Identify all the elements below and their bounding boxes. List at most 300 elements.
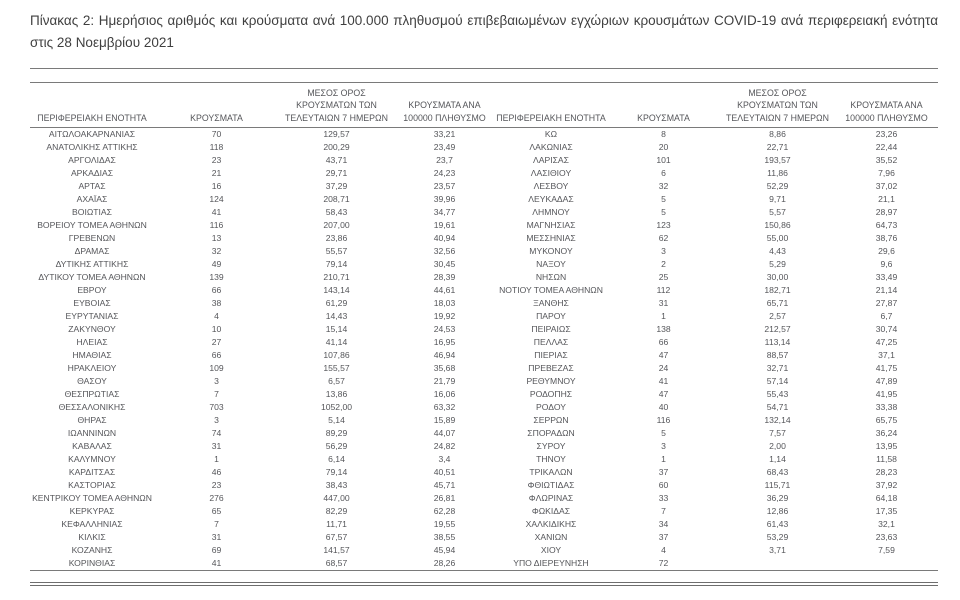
table-cell: 15,89 <box>433 415 456 426</box>
table-cell: 129,57 <box>323 129 350 140</box>
table-cell: 47,25 <box>875 337 898 348</box>
table-cell: ΗΡΑΚΛΕΙΟΥ <box>67 363 117 374</box>
table-cell: 20 <box>658 142 669 153</box>
table-cell: ΔΥΤΙΚΟΥ ΤΟΜΕΑ ΑΘΗΝΩΝ <box>38 272 146 283</box>
table-cell: 21,14 <box>875 285 898 296</box>
table-cell: 62,28 <box>433 506 456 517</box>
table-cell: 11,86 <box>767 168 788 179</box>
table-cell: 132,14 <box>764 415 791 426</box>
table-cell: 66 <box>211 285 222 296</box>
table-cell: 23,63 <box>875 532 898 543</box>
table-cell: 57,14 <box>766 376 789 387</box>
table-cell: 34 <box>658 519 669 530</box>
title-divider-line <box>30 68 938 69</box>
table-cell: 64,73 <box>875 220 898 231</box>
table-cell: ΘΕΣΠΡΩΤΙΑΣ <box>64 389 120 400</box>
table-cell: ΠΕΛΛΑΣ <box>533 337 569 348</box>
table-row <box>30 362 938 375</box>
table-row <box>30 141 938 154</box>
table-cell: 212,57 <box>764 324 791 335</box>
table-cell: 24,23 <box>433 168 456 179</box>
table-row <box>30 154 938 167</box>
table-cell: 6,57 <box>328 376 345 387</box>
table-cell <box>835 557 938 571</box>
table-cell: 62 <box>658 233 669 244</box>
table-cell: 22,71 <box>766 142 789 153</box>
column-header-cases-right: ΚΡΟΥΣΜΑΤΑ <box>607 85 720 127</box>
table-cell: 1,14 <box>769 454 786 465</box>
table-cell: 34,77 <box>433 207 456 218</box>
table-cell: 33,38 <box>875 402 898 413</box>
table-cell: 115,71 <box>764 480 791 491</box>
table-cell: 72 <box>607 557 720 571</box>
table-cell: 30,45 <box>433 259 456 270</box>
table-cell: ΙΩΑΝΝΙΝΩΝ <box>67 428 117 439</box>
table-cell: 276 <box>209 493 224 504</box>
table-row <box>30 167 938 180</box>
table-cell: 32,1 <box>878 519 895 530</box>
table-cell: 16 <box>211 181 222 192</box>
table-cell: 4 <box>661 545 666 556</box>
table-cell: 109 <box>209 363 224 374</box>
table-cell: 56,29 <box>325 441 348 452</box>
table-cell: ΒΟΡΕΙΟΥ ΤΟΜΕΑ ΑΘΗΝΩΝ <box>37 220 147 231</box>
table-cell: ΚΑΣΤΟΡΙΑΣ <box>68 480 116 491</box>
table-cell: ΠΕΙΡΑΙΩΣ <box>531 324 571 335</box>
table-body <box>30 128 938 571</box>
table-cell: 29,71 <box>325 168 348 179</box>
table-cell: 54,71 <box>766 402 789 413</box>
table-cell: 182,71 <box>764 285 791 296</box>
table-cell: ΣΠΟΡΑΔΩΝ <box>527 428 575 439</box>
table-cell: ΦΩΚΙΔΑΣ <box>531 506 571 517</box>
table-cell: 40,51 <box>433 467 456 478</box>
table-cell: ΠΙΕΡΙΑΣ <box>534 350 568 361</box>
table-cell: 55,43 <box>766 389 789 400</box>
table-cell: ΑΧΑΪΑΣ <box>76 194 108 205</box>
table-cell: 37,29 <box>325 181 348 192</box>
table-row <box>30 440 938 453</box>
column-header-cases-left: ΚΡΟΥΣΜΑΤΑ <box>154 85 279 127</box>
table-cell: 13,95 <box>875 441 898 452</box>
table-cell: ΣΥΡΟΥ <box>536 441 566 452</box>
table-cell: 11,58 <box>876 454 897 465</box>
table-cell: 28,39 <box>433 272 456 283</box>
table-cell: ΜΑΓΝΗΣΙΑΣ <box>526 220 576 231</box>
table-cell: 37 <box>658 467 669 478</box>
table-cell: 6 <box>661 168 666 179</box>
table-cell: 116 <box>209 220 224 231</box>
table-cell: 210,71 <box>323 272 350 283</box>
table-cell: 5,29 <box>769 259 786 270</box>
table-cell: 1 <box>214 454 219 465</box>
table-cell: 32,56 <box>433 246 456 257</box>
table-cell: 49 <box>211 259 222 270</box>
table-cell: 7,57 <box>769 428 786 439</box>
table-cell: 44,61 <box>433 285 456 296</box>
table-row <box>30 375 938 388</box>
table-cell: 7 <box>214 389 219 400</box>
table-cell: 23,26 <box>875 129 898 140</box>
table-cell: 5,57 <box>769 207 786 218</box>
table-cell: 32,71 <box>766 363 789 374</box>
column-header-avg7-right: ΜΕΣΟΣ ΟΡΟΣ ΚΡΟΥΣΜΑΤΩΝ ΤΩΝ ΤΕΛΕΥΤΑΙΩΝ 7 ΗΜΕΡΩΝ <box>720 85 835 127</box>
table-cell: 65,75 <box>875 415 898 426</box>
table-top-border <box>30 82 938 83</box>
table-cell: 703 <box>209 402 224 413</box>
table-cell: 35,52 <box>875 155 898 166</box>
table-cell: 24 <box>658 363 669 374</box>
table-cell: 21 <box>211 168 222 179</box>
table-row <box>30 427 938 440</box>
table-cell: 3 <box>214 415 219 426</box>
table-cell: 1 <box>661 311 666 322</box>
table-cell: 207,00 <box>323 220 350 231</box>
table-cell: 138 <box>656 324 671 335</box>
table-cell: ΜΕΣΣΗΝΙΑΣ <box>526 233 576 244</box>
table-cell: ΕΒΡΟΥ <box>77 285 107 296</box>
table-cell: 23,49 <box>433 142 456 153</box>
table-cell: 19,61 <box>433 220 456 231</box>
table-cell: 45,71 <box>433 480 456 491</box>
table-cell: 12,86 <box>766 506 789 517</box>
table-cell: 37,92 <box>875 480 898 491</box>
table-cell: ΧΑΛΚΙΔΙΚΗΣ <box>525 519 577 530</box>
table-cell: 37,1 <box>878 350 895 361</box>
table-cell: ΛΕΥΚΑΔΑΣ <box>528 194 574 205</box>
table-cell: 28,97 <box>875 207 898 218</box>
table-cell: 70 <box>211 129 222 140</box>
table-cell: ΗΜΑΘΙΑΣ <box>72 350 112 361</box>
table-cell: ΦΛΩΡΙΝΑΣ <box>528 493 574 504</box>
table-cell: 66 <box>211 350 222 361</box>
table-cell: ΡΟΔΟΠΗΣ <box>529 389 573 400</box>
table-cell: 55,00 <box>766 233 789 244</box>
table-cell: 41,95 <box>875 389 898 400</box>
table-cell: 8 <box>661 129 666 140</box>
table-cell: ΞΑΝΘΗΣ <box>533 298 569 309</box>
table-cell: 15,14 <box>325 324 348 335</box>
table-cell: 47 <box>658 350 669 361</box>
table-cell: 16,06 <box>433 389 456 400</box>
table-row <box>30 323 938 336</box>
table-cell: ΚΙΛΚΙΣ <box>78 532 106 543</box>
table-row <box>30 505 938 518</box>
table-cell: 52,29 <box>766 181 789 192</box>
table-cell: 19,55 <box>433 519 456 530</box>
table-cell: ΕΥΡΥΤΑΝΙΑΣ <box>65 311 119 322</box>
table-cell: 139 <box>209 272 224 283</box>
table-row <box>30 349 938 362</box>
table-cell: ΘΑΣΟΥ <box>77 376 107 387</box>
table-bottom-double-border <box>30 582 938 586</box>
table-cell: 41 <box>154 557 279 571</box>
table-row <box>30 453 938 466</box>
table-cell: 17,35 <box>875 506 898 517</box>
table-cell: 7 <box>661 506 666 517</box>
table-cell: 447,00 <box>323 493 350 504</box>
table-cell: 27 <box>211 337 222 348</box>
covid-regional-table <box>30 85 938 571</box>
table-cell: 30,00 <box>766 272 789 283</box>
table-cell: 60 <box>658 480 669 491</box>
table-cell: 38 <box>211 298 222 309</box>
table-cell: 143,14 <box>323 285 350 296</box>
table-row <box>30 388 938 401</box>
table-cell: ΕΥΒΟΙΑΣ <box>73 298 111 309</box>
table-cell: ΑΡΓΟΛΙΔΑΣ <box>68 155 116 166</box>
table-cell: 55,57 <box>325 246 348 257</box>
table-cell: 41,75 <box>875 363 898 374</box>
table-cell: 61,29 <box>325 298 348 309</box>
table-cell: 61,43 <box>766 519 789 530</box>
table-cell: ΥΠΟ ΔΙΕΡΕΥΝΗΣΗ <box>495 557 607 571</box>
column-header-avg7-left: ΜΕΣΟΣ ΟΡΟΣ ΚΡΟΥΣΜΑΤΩΝ ΤΩΝ ΤΕΛΕΥΤΑΙΩΝ 7 ΗΜΕΡΩΝ <box>279 85 394 127</box>
table-cell <box>720 557 835 571</box>
table-cell: ΛΕΣΒΟΥ <box>533 181 569 192</box>
table-cell: 1 <box>661 454 666 465</box>
table-row <box>30 336 938 349</box>
table-cell: ΚΩ <box>544 129 558 140</box>
table-row <box>30 206 938 219</box>
table-cell: 200,29 <box>323 142 350 153</box>
table-cell: 4 <box>214 311 219 322</box>
table-cell: ΑΙΤΩΛΟΑΚΑΡΝΑΝΙΑΣ <box>48 129 136 140</box>
table-cell: 38,76 <box>875 233 898 244</box>
table-cell: 3 <box>214 376 219 387</box>
table-cell: 27,87 <box>875 298 898 309</box>
table-cell: 5,14 <box>328 415 345 426</box>
table-row <box>30 245 938 258</box>
table-cell: 67,57 <box>325 532 348 543</box>
table-cell: 16,95 <box>433 337 456 348</box>
table-cell: 47,89 <box>875 376 898 387</box>
table-cell: 8,86 <box>769 129 786 140</box>
table-cell: 37 <box>658 532 669 543</box>
table-cell: 123 <box>656 220 671 231</box>
table-row <box>30 297 938 310</box>
table-cell: 74 <box>211 428 222 439</box>
table-cell: 32 <box>211 246 222 257</box>
table-cell: ΑΝΑΤΟΛΙΚΗΣ ΑΤΤΙΚΗΣ <box>46 142 138 153</box>
table-cell: ΛΑΣΙΘΙΟΥ <box>530 168 572 179</box>
table-cell: 7 <box>214 519 219 530</box>
table-cell: 53,29 <box>766 532 789 543</box>
table-cell: 113,14 <box>764 337 791 348</box>
table-cell: 41 <box>658 376 669 387</box>
table-cell: 2,57 <box>769 311 786 322</box>
table-cell: ΚΑΒΑΛΑΣ <box>72 441 112 452</box>
table-cell: 1052,00 <box>320 402 353 413</box>
table-cell: ΚΟΖΑΝΗΣ <box>71 545 113 556</box>
table-cell: 89,29 <box>325 428 348 439</box>
table-cell: 38,55 <box>433 532 456 543</box>
table-cell: 23 <box>211 480 222 491</box>
table-cell: 193,57 <box>764 155 791 166</box>
table-cell: 66 <box>658 337 669 348</box>
table-cell: 36,24 <box>875 428 898 439</box>
column-header-per100k-left: ΚΡΟΥΣΜΑΤΑ ΑΝΑ 100000 ΠΛΗΘΥΣΜΟ <box>394 85 495 127</box>
column-header-region-right: ΠΕΡΙΦΕΡΕΙΑΚΗ ΕΝΟΤΗΤΑ <box>495 85 607 127</box>
table-cell: ΘΕΣΣΑΛΟΝΙΚΗΣ <box>58 402 126 413</box>
table-cell: 5 <box>661 194 666 205</box>
table-cell: 9,71 <box>769 194 786 205</box>
table-cell: 33 <box>658 493 669 504</box>
table-cell: 65,71 <box>766 298 789 309</box>
table-cell: ΚΑΡΔΙΤΣΑΣ <box>68 467 116 478</box>
table-cell: 65 <box>211 506 222 517</box>
table-cell: 37,02 <box>875 181 898 192</box>
table-cell: 6,7 <box>880 311 893 322</box>
table-cell: 10 <box>211 324 222 335</box>
table-cell: ΝΗΣΩΝ <box>535 272 567 283</box>
table-cell: ΛΗΜΝΟΥ <box>532 207 570 218</box>
table-cell: 11,71 <box>326 519 347 530</box>
column-header-per100k-right: ΚΡΟΥΣΜΑΤΑ ΑΝΑ 100000 ΠΛΗΘΥΣΜΟ <box>835 85 938 127</box>
table-row <box>30 128 938 142</box>
table-cell: 36,29 <box>766 493 789 504</box>
table-cell: 30,74 <box>875 324 898 335</box>
table-cell: 23,57 <box>433 181 456 192</box>
table-cell: ΖΑΚΥΝΘΟΥ <box>68 324 116 335</box>
table-cell: 33,49 <box>875 272 898 283</box>
table-row <box>30 310 938 323</box>
table-row <box>30 466 938 479</box>
table-cell: ΔΡΑΜΑΣ <box>74 246 110 257</box>
table-row <box>30 544 938 557</box>
table-cell: ΒΟΙΩΤΙΑΣ <box>72 207 112 218</box>
table-cell: 155,57 <box>323 363 350 374</box>
table-cell: 31 <box>211 441 222 452</box>
table-cell: 101 <box>656 155 671 166</box>
table-cell: 44,07 <box>433 428 456 439</box>
column-header-region-left: ΠΕΡΙΦΕΡΕΙΑΚΗ ΕΝΟΤΗΤΑ <box>30 85 154 127</box>
table-cell: ΚΕΝΤΡΙΚΟΥ ΤΟΜΕΑ ΑΘΗΝΩΝ <box>32 493 152 504</box>
table-cell: ΝΑΞΟΥ <box>536 259 566 270</box>
table-cell: 6,14 <box>328 454 345 465</box>
table-row <box>30 492 938 505</box>
table-cell: 64,18 <box>875 493 898 504</box>
table-cell: 5 <box>661 207 666 218</box>
table-cell: 68,57 <box>279 557 394 571</box>
table-cell: 40 <box>658 402 669 413</box>
table-row <box>30 180 938 193</box>
table-cell: ΑΡΚΑΔΙΑΣ <box>70 168 114 179</box>
table-cell: ΜΥΚΟΝΟΥ <box>529 246 573 257</box>
table-row <box>30 557 938 571</box>
table-cell: 3 <box>661 441 666 452</box>
table-cell: 68,43 <box>766 467 789 478</box>
table-row <box>30 219 938 232</box>
table-cell: 35,68 <box>433 363 456 374</box>
table-cell: 21,79 <box>433 376 456 387</box>
table-cell: ΛΑΡΙΣΑΣ <box>533 155 569 166</box>
table-cell: 150,86 <box>764 220 791 231</box>
table-cell: 33,21 <box>433 129 456 140</box>
table-cell: ΓΡΕΒΕΝΩΝ <box>68 233 116 244</box>
table-cell: 79,14 <box>325 467 348 478</box>
table-cell: 13 <box>211 233 222 244</box>
table-cell: 124 <box>209 194 224 205</box>
table-cell: 24,53 <box>433 324 456 335</box>
table-cell: ΛΑΚΩΝΙΑΣ <box>529 142 573 153</box>
table-caption: Πίνακας 2: Ημερήσιος αριθμός και κρούσματα ανά 100.000 πληθυσμού επιβεβαιωμένων εγχώριων κρουσμάτων COVID-19 ανά περιφερειακή ενότητα στις 28 Νοεμβρίου 2021 <box>30 13 938 50</box>
table-cell: 32 <box>658 181 669 192</box>
table-row <box>30 414 938 427</box>
table-cell: 88,57 <box>766 350 789 361</box>
table-row <box>30 531 938 544</box>
table-cell: ΤΗΝΟΥ <box>536 454 566 465</box>
table-cell: 7,96 <box>878 168 895 179</box>
table-cell: ΤΡΙΚΑΛΩΝ <box>529 467 573 478</box>
table-row <box>30 258 938 271</box>
table-cell: ΡΟΔΟΥ <box>536 402 566 413</box>
table-cell: ΑΡΤΑΣ <box>78 181 106 192</box>
table-cell: 63,32 <box>433 402 456 413</box>
table-cell: 116 <box>656 415 671 426</box>
table-cell: 45,94 <box>433 545 456 556</box>
table-cell: 79,14 <box>325 259 348 270</box>
table-cell: ΘΗΡΑΣ <box>77 415 107 426</box>
table-cell: 14,43 <box>325 311 348 322</box>
table-row <box>30 232 938 245</box>
table-cell: 29,6 <box>878 246 895 257</box>
table-cell: 2,00 <box>769 441 786 452</box>
table-cell: 22,44 <box>875 142 898 153</box>
table-cell: 23,86 <box>325 233 348 244</box>
table-header <box>30 85 938 127</box>
table-cell: ΦΘΙΩΤΙΔΑΣ <box>527 480 575 491</box>
table-cell: 9,6 <box>880 259 893 270</box>
table-cell: ΠΡΕΒΕΖΑΣ <box>528 363 574 374</box>
table-cell: 18,03 <box>433 298 456 309</box>
table-cell: ΠΑΡΟΥ <box>536 311 566 322</box>
table-cell: 21,1 <box>878 194 895 205</box>
table-cell: 4,43 <box>769 246 786 257</box>
table-cell: 118 <box>209 142 224 153</box>
table-cell: ΚΕΡΚΥΡΑΣ <box>69 506 115 517</box>
table-cell: 58,43 <box>325 207 348 218</box>
table-cell: 112 <box>656 285 671 296</box>
table-cell: 31 <box>658 298 669 309</box>
table-cell: ΧΙΟΥ <box>540 545 562 556</box>
table-cell: ΝΟΤΙΟΥ ΤΟΜΕΑ ΑΘΗΝΩΝ <box>499 285 603 296</box>
table-cell: ΡΕΘΥΜΝΟΥ <box>526 376 576 387</box>
table-cell: 25 <box>658 272 669 283</box>
table-cell: 23,7 <box>436 155 453 166</box>
table-cell: ΗΛΕΙΑΣ <box>76 337 108 348</box>
table-cell: ΚΟΡΙΝΘΙΑΣ <box>30 557 154 571</box>
table-cell: ΚΕΦΑΛΛΗΝΙΑΣ <box>61 519 123 530</box>
table-cell: 28,26 <box>394 557 495 571</box>
table-cell: 5 <box>661 428 666 439</box>
table-cell: 47 <box>658 389 669 400</box>
table-cell: 7,59 <box>878 545 895 556</box>
table-cell: 31 <box>211 532 222 543</box>
table-cell: ΧΑΝΙΩΝ <box>534 532 568 543</box>
table-cell: 38,43 <box>325 480 348 491</box>
table-cell: 208,71 <box>323 194 350 205</box>
table-cell: ΔΥΤΙΚΗΣ ΑΤΤΙΚΗΣ <box>55 259 129 270</box>
table-cell: 82,29 <box>325 506 348 517</box>
table-row <box>30 271 938 284</box>
table-cell: 2 <box>661 259 666 270</box>
table-cell: 3,4 <box>438 454 451 465</box>
table-cell: 40,94 <box>433 233 456 244</box>
table-row <box>30 401 938 414</box>
table-row <box>30 518 938 531</box>
table-cell: 26,81 <box>433 493 456 504</box>
